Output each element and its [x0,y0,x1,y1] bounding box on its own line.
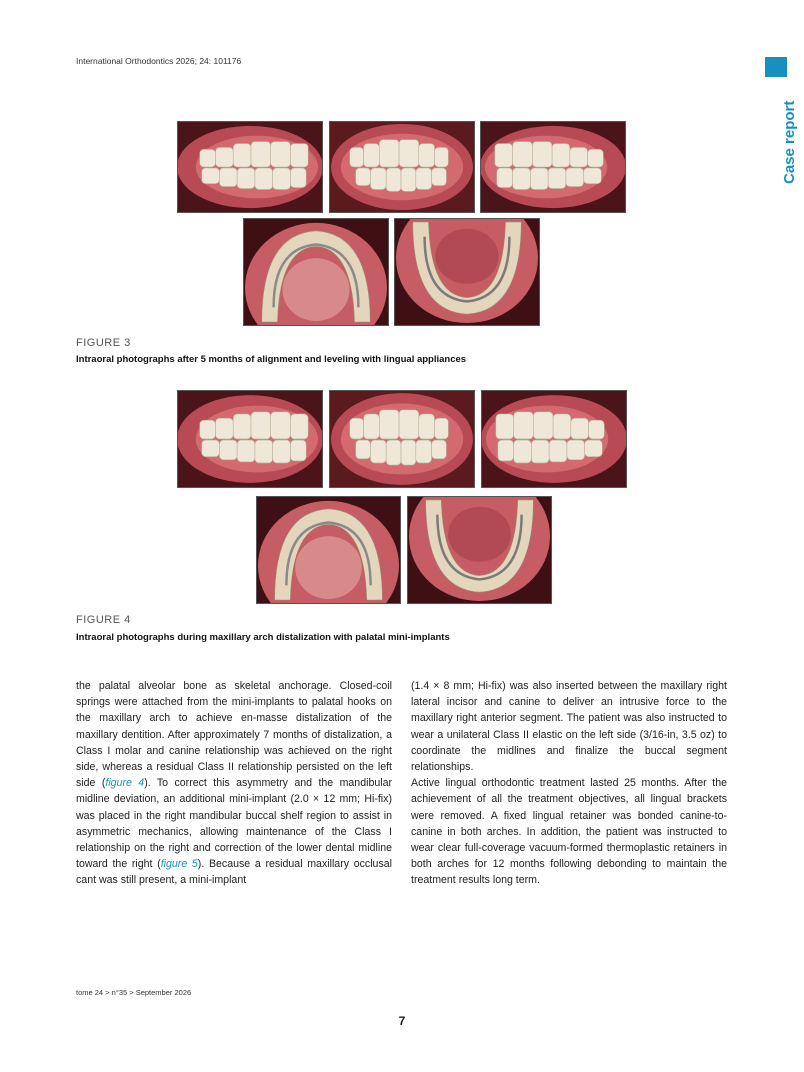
footer-volume: tome 24 > n°35 > September 2026 [76,988,192,997]
figure4-reference-link[interactable]: figure 4 [105,777,145,790]
figure4-photo-upper-occlusal [256,496,401,604]
figure4-caption: Intraoral photographs during maxillary arch distalization with palatal mini-implants [76,632,450,643]
figure4-photo-right-lateral [177,390,323,488]
journal-header: International Orthodontics 2026; 24: 101176 [76,56,242,66]
figure3-photo-right-lateral [177,121,323,213]
body-column-left [76,678,392,889]
body-paragraph: the palatal alveolar bone as skeletal anchorage. Closed-coil springs were attached from the mini-implants to palatal hooks on the maxillary arch to achieve en-masse distalization of the maxillary dentition. After approximately 7 months of distalization, a Class I molar and canine relationship was achieved on the right side, whereas a residual Class II relationship persisted on the left side (figure 4). To correct this asymmetry and the mandibular midline deviation, an additional mini-implant (2.0 × 12 mm; Hi-fix) was placed in the right mandibular buccal shelf region to assist in asymmetric mechanics, allowing maintenance of the Class I relationship on the right and correction of the lower dental midline toward the right (figure 5). Because a residual maxillary occlusal cant was still present, a mini-implant [76,680,392,887]
figure4-label: FIGURE 4 [76,614,131,626]
figure4-photo-lower-occlusal [407,496,552,604]
figure3-label: FIGURE 3 [76,337,131,349]
section-color-tab [765,57,787,77]
figure3-photo-upper-occlusal [243,218,389,326]
figure3-photo-lower-occlusal [394,218,540,326]
figure4-photo-left-lateral [481,390,627,488]
body-column-right [411,678,727,889]
figure4-photo-frontal [329,390,475,488]
figure3-photo-frontal [329,121,475,213]
figure3-caption: Intraoral photographs after 5 months of alignment and leveling with lingual appliances [76,354,467,365]
body-paragraph: (1.4 × 8 mm; Hi-fix) was also inserted between the maxillary right lateral incisor and canine to deliver an intrusive force to the maxillary right anterior segment. The patient was also instructed to wear a unilateral Class II elastic on the left side (3/16-in, 3.5 oz) to coordinate the midlines and finalize the buccal segment relationships. [411,680,727,774]
figure3-photo-left-lateral [480,121,626,213]
figure5-reference-link[interactable]: figure 5 [160,858,198,871]
page-number: 7 [398,1014,406,1028]
section-label: Case report [781,100,798,184]
body-paragraph: Active lingual orthodontic treatment lasted 25 months. After the achievement of all the treatment objectives, all lingual brackets were removed. A fixed lingual retainer was bonded canine-to-canine in both arches. In addition, the patient was instructed to wear clear full-coverage vacuum-formed thermoplastic retainers in both arches for 12 months following debonding to maintain the treatment results long term. [411,777,727,887]
